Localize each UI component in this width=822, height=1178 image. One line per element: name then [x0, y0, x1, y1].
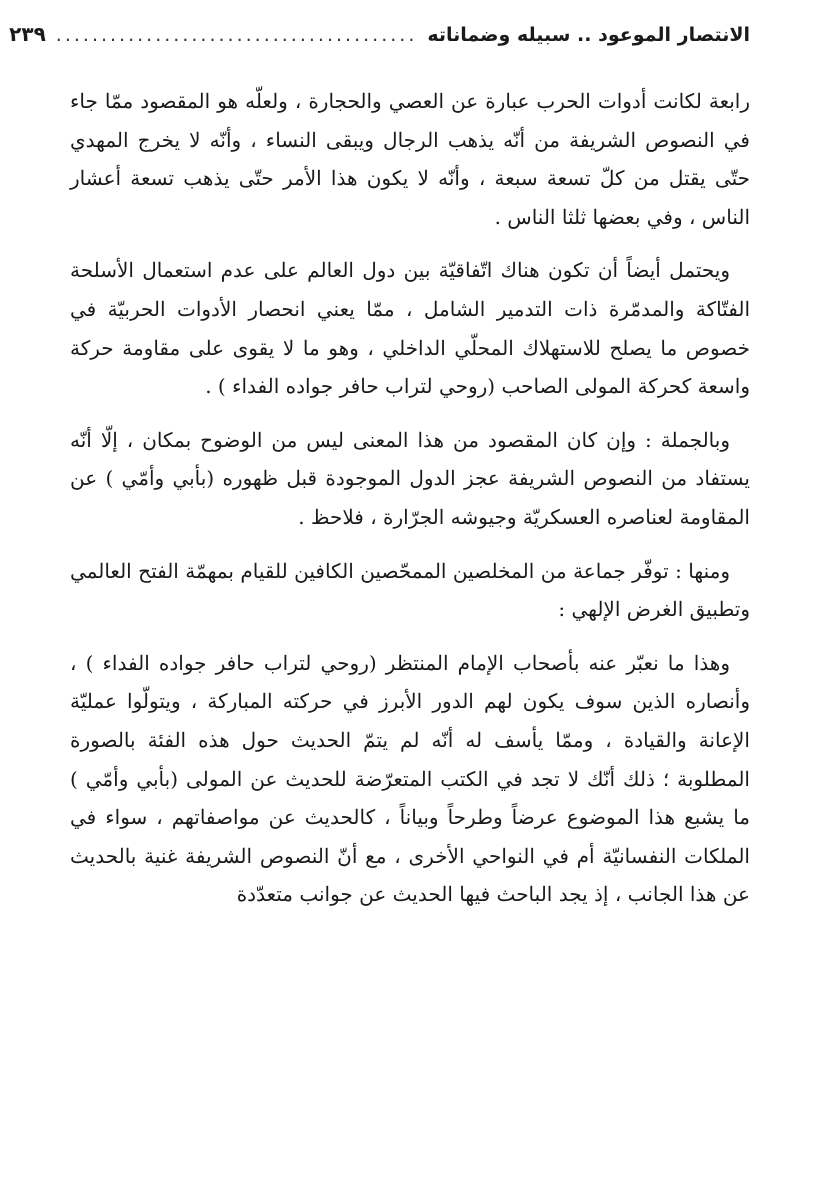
- paragraph-5: وهذا ما نعبّر عنه بأصحاب الإمام المنتظر (روحي لتراب حافر جواده الفداء ) ، وأنصاره الذين سوف يكون لهم الدور الأبرز في حركته المباركة ، ويتولّوا عمليّة الإعانة والقيادة ، وممّا يأسف له أنّه لم يتمّ الحديث حول هذه الفئة بالصورة المطلوبة ؛ ذلك أنّك لا تجد في الكتب المتعرّضة للحديث عن المولى (بأبي وأمّي ) ما يشبع هذا الموضوع عرضاً وطرحاً وبياناً ، كالحديث عن مواصفاتهم ، سواء في الملكات النفسانيّة أم في النواحي الأخرى ، مع أنّ النصوص الشريفة غنية بالحديث عن هذا الجانب ، إذ يجد الباحث فيها الحديث عن جوانب متعدّدة: [70, 650, 750, 907]
- paragraph-3: وبالجملة : وإن كان المقصود من هذا المعنى ليس من الوضوح بمكان ، إلّا أنّه يستفاد من النصوص الشريفة عجز الدول الموجودة قبل ظهوره (بأبي وأمّي ) عن المقاومة لعناصره العسكريّة وجيوشه الجرّارة ، فلاحظ .: [70, 427, 750, 529]
- running-header: [9, 22, 750, 56]
- header-title: الانتصار الموعود .. سبيله وضماناته: [427, 24, 750, 46]
- page-number: ٢٣٩: [9, 22, 46, 46]
- book-page: [9, 22, 750, 914]
- page-body: [70, 82, 750, 914]
- paragraph-4: ومنها : توفّر جماعة من المخلصين الممحّصين الكافين للقيام بمهمّة الفتح العالمي وتطبيق الغرض الإلهي :: [70, 558, 750, 622]
- header-dot-leader: ........................................: [55, 24, 418, 46]
- paragraph-2: ويحتمل أيضاً أن تكون هناك اتّفاقيّة بين دول العالم على عدم استعمال الأسلحة الفتّاكة والمدمّرة ذات التدمير الشامل ، ممّا يعني انحصار الأدوات الحربيّة في خصوص ما يصلح للاستهلاك المحلّي الداخلي ، وهو ما لا يقوى على مقاومة حركة واسعة كحركة المولى الصاحب (روحي لتراب حافر جواده الفداء ) .: [70, 258, 750, 399]
- paragraph-1: رابعة لكانت أدوات الحرب عبارة عن العصي والحجارة ، ولعلّه هو المقصود ممّا جاء في النصوص الشريفة من أنّه يذهب الرجال ويبقى النساء ، وأنّه لا يخرج المهدي حتّى يقتل من كلّ تسعة سبعة ، وأنّه لا يكون هذا الأمر حتّى يذهب تسعة أعشار الناس ، وفي بعضها ثلثا الناس .: [70, 89, 750, 229]
